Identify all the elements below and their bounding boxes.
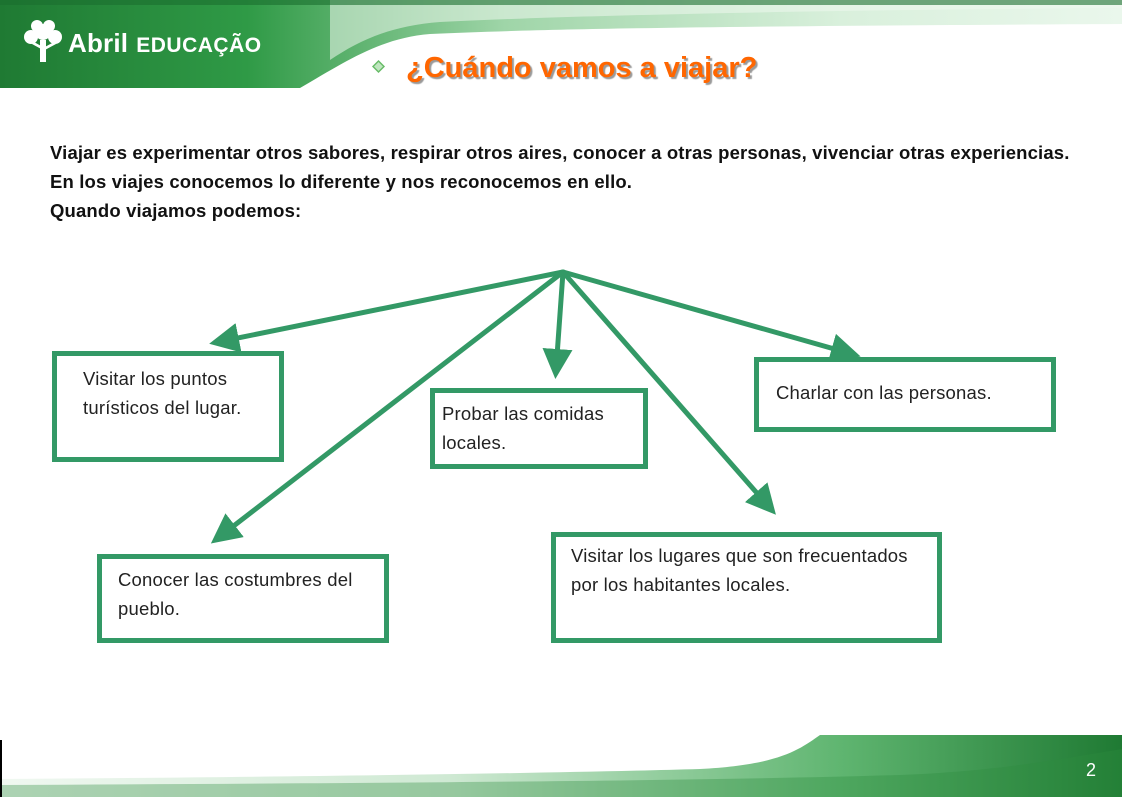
logo-name: Abril — [68, 28, 129, 58]
item-label: Probar las comidas locales. — [442, 403, 604, 453]
arrow-to-charlar — [563, 272, 852, 354]
subheading: Quando viajamos podemos: — [50, 200, 302, 221]
intro-paragraph: Viajar es experimentar otros sabores, respirar otros aires, conocer a otras personas, vivenciar otras experiencias. En los viajes conocemos lo diferente y nos reconocemos en ello. — [50, 142, 1070, 192]
item-label: Charlar con las personas. — [776, 382, 992, 403]
arrow-to-comidas — [556, 272, 563, 370]
item-box-charlar — [754, 357, 1056, 432]
page-number: 2 — [1086, 760, 1097, 780]
item-label: Visitar los lugares que son frecuentados por los habitantes locales. — [571, 545, 908, 595]
item-box-comidas — [430, 388, 648, 469]
item-box-costumbres — [97, 554, 389, 643]
item-label: Visitar los puntos turísticos del lugar. — [83, 368, 242, 418]
arrow-to-puntos — [218, 272, 563, 342]
left-edge-mark — [0, 740, 2, 797]
footer-band — [0, 735, 1122, 797]
slide-title: ¿Cuándo vamos a viajar? — [406, 52, 758, 84]
logo-suffix: EDUCAÇÃO — [136, 34, 262, 57]
item-label: Conocer las costumbres del pueblo. — [118, 569, 353, 619]
item-box-lugares — [551, 532, 942, 643]
item-box-puntos — [52, 351, 284, 462]
